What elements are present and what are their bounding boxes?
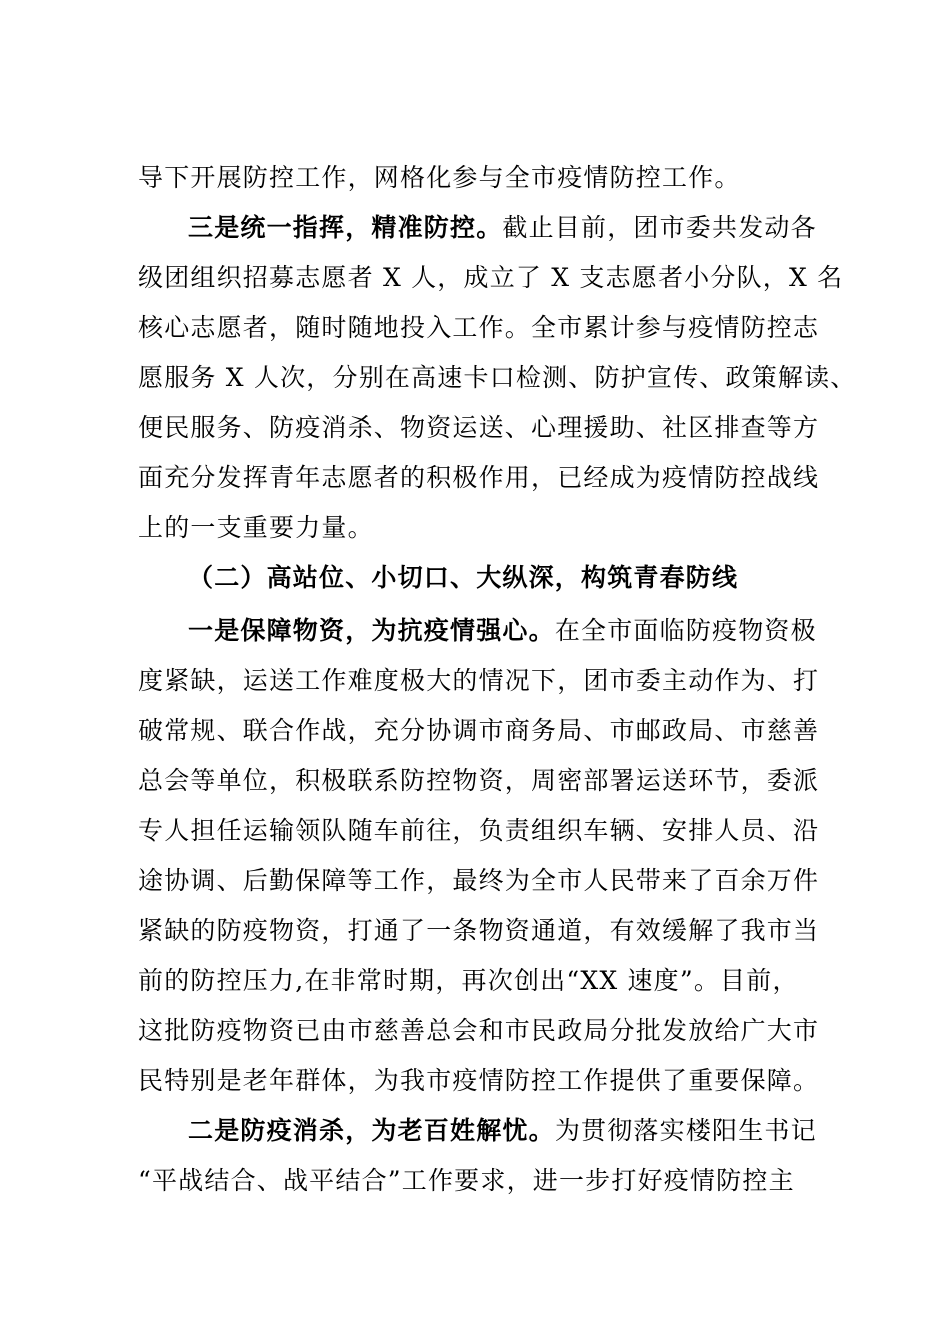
paragraph-line: 专人担任运输领队随车前往，负责组织车辆、安排人员、沿 (138, 816, 820, 845)
paragraph-line (188, 606, 818, 656)
paragraph-line (188, 203, 818, 253)
paragraph-line: 上的一支重要力量。 (138, 513, 374, 542)
bold-lead: 一是保障物资，为抗疫情强心。 (188, 616, 555, 645)
paragraph-line: 这批防疫物资已由市慈善总会和市民政局分批发放给广大市 (138, 1016, 820, 1045)
paragraph-line: 总会等单位，积极联系防控物资，周密部署运送环节，委派 (138, 766, 820, 795)
line-text: 截止目前，团市委共发动各 (502, 213, 817, 242)
paragraph-line: 核心志愿者，随时随地投入工作。全市累计参与疫情防控志 (138, 313, 820, 342)
bold-lead: 三是统一指挥，精准防控。 (188, 213, 503, 242)
paragraph-line: 途协调、后勤保障等工作，最终为全市人民带来了百余万件 (138, 866, 820, 895)
paragraph-line: “平战结合、战平结合”工作要求，进一步打好疫情防控主 (138, 1166, 795, 1195)
line-text: 为贯彻落实楼阳生书记 (554, 1116, 817, 1145)
paragraph-line: 紧缺的防疫物资，打通了一条物资通道，有效缓解了我市当 (138, 916, 820, 945)
paragraph-line: 便民服务、防疫消杀、物资运送、心理援助、社区排查等方 (138, 413, 820, 442)
paragraph-line: 民特别是老年群体，为我市疫情防控工作提供了重要保障。 (138, 1066, 820, 1095)
line-text: 在全市面临防疫物资极 (554, 616, 817, 645)
paragraph-line: 破常规、联合作战，充分协调市商务局、市邮政局、市慈善 (138, 716, 820, 745)
paragraph-line: 前的防控压力,在非常时期，再次创出“XX 速度”。目前， (138, 966, 799, 995)
paragraph-line (188, 1106, 818, 1156)
paragraph-line: 导下开展防控工作，网格化参与全市疫情防控工作。 (138, 163, 741, 192)
paragraph-line: 面充分发挥青年志愿者的积极作用，已经成为疫情防控战线 (138, 463, 820, 492)
paragraph-line: 度紧缺，运送工作难度极大的情况下，团市委主动作为、打 (138, 666, 820, 695)
section-heading: （二）高站位、小切口、大纵深，构筑青春防线 (188, 563, 739, 592)
bold-lead: 二是防疫消杀，为老百姓解忧。 (188, 1116, 555, 1145)
paragraph-line: 级团组织招募志愿者 X 人，成立了 X 支志愿者小分队，X 名 (138, 263, 844, 292)
paragraph-line: 愿服务 X 人次，分别在高速卡口检测、防护宣传、政策解读、 (138, 363, 857, 392)
